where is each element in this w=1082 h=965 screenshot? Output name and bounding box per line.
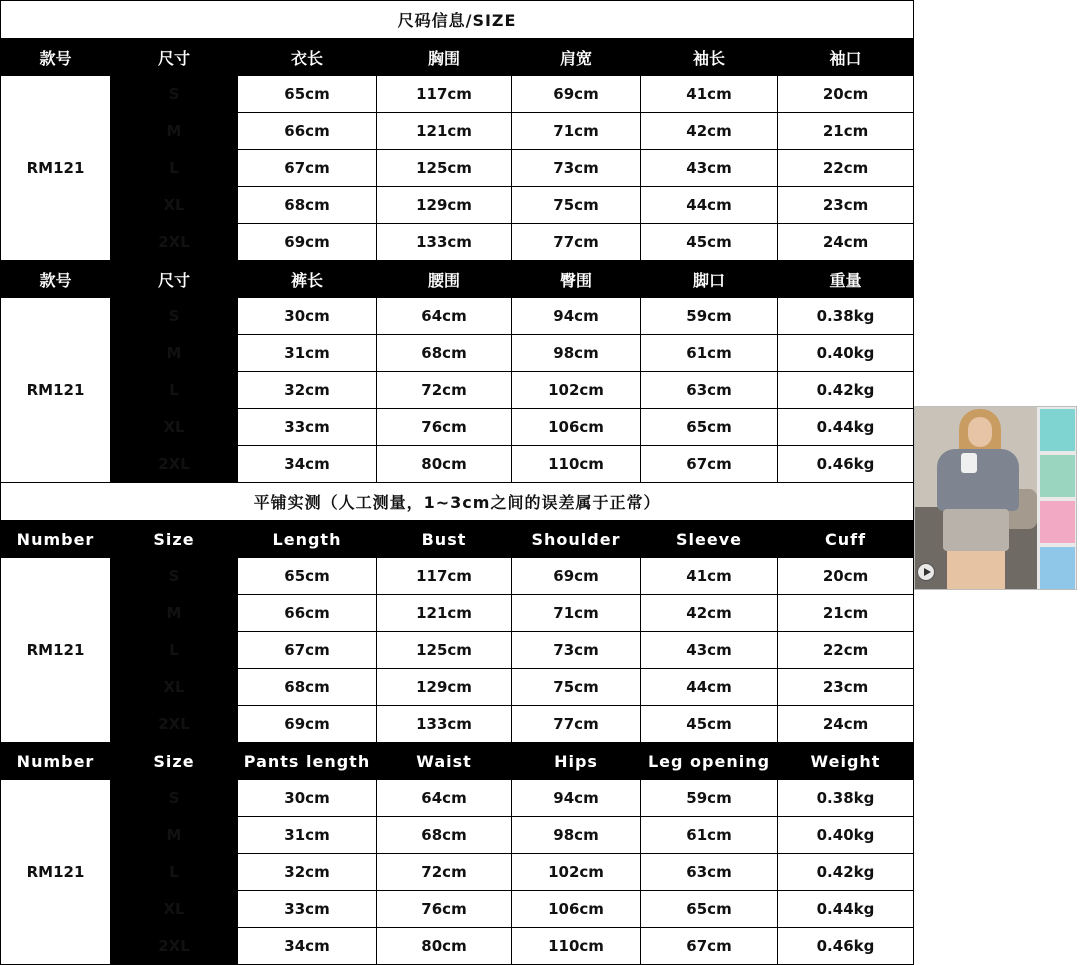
header-sleeve: 袖长 (641, 39, 778, 76)
header-hips: 臀围 (512, 261, 641, 298)
cell-weight: 0.38kg (778, 298, 914, 335)
cell-cuff: 23cm (778, 669, 914, 706)
cell-shoulder: 77cm (512, 224, 641, 261)
cell-length: 66cm (238, 595, 377, 632)
header-sleeve: Sleeve (641, 521, 778, 558)
cell-cuff: 24cm (778, 706, 914, 743)
size-label: M (111, 113, 238, 150)
size-label: M (111, 817, 238, 854)
cell-pants-length: 30cm (238, 780, 377, 817)
header-size: Size (111, 743, 238, 780)
cell-leg-opening: 65cm (641, 891, 778, 928)
cell-weight: 0.38kg (778, 780, 914, 817)
table-row (1, 854, 914, 891)
table-row (1, 928, 914, 965)
cell-leg-opening: 61cm (641, 335, 778, 372)
header-waist: Waist (377, 743, 512, 780)
table-row (1, 409, 914, 446)
cell-hips: 94cm (512, 780, 641, 817)
cell-hips: 106cm (512, 891, 641, 928)
table-row (1, 706, 914, 743)
cell-sleeve: 45cm (641, 706, 778, 743)
cell-leg-opening: 61cm (641, 817, 778, 854)
cell-length: 68cm (238, 669, 377, 706)
header-shoulder: 肩宽 (512, 39, 641, 76)
cell-sleeve: 41cm (641, 76, 778, 113)
table-row (1, 446, 914, 483)
cell-length: 67cm (238, 150, 377, 187)
size-label: S (111, 780, 238, 817)
table-row (1, 632, 914, 669)
cell-cuff: 20cm (778, 76, 914, 113)
table-row (1, 891, 914, 928)
cell-cuff: 24cm (778, 224, 914, 261)
cell-leg-opening: 59cm (641, 780, 778, 817)
cell-waist: 68cm (377, 335, 512, 372)
header-number: Number (1, 743, 111, 780)
color-swatch[interactable] (1040, 501, 1075, 543)
cell-bust: 125cm (377, 150, 512, 187)
cell-bust: 125cm (377, 632, 512, 669)
header-hips: Hips (512, 743, 641, 780)
header-model: 款号 (1, 39, 111, 76)
table-row (1, 335, 914, 372)
size-label: 2XL (111, 446, 238, 483)
header-weight: 重量 (778, 261, 914, 298)
cell-hips: 98cm (512, 817, 641, 854)
model-sweatshirt (937, 449, 1019, 511)
color-swatch[interactable] (1040, 409, 1075, 451)
header-leg-opening: Leg opening (641, 743, 778, 780)
header-length: 衣长 (238, 39, 377, 76)
cell-shoulder: 69cm (512, 558, 641, 595)
header-cuff: 袖口 (778, 39, 914, 76)
header-number: Number (1, 521, 111, 558)
size-label: S (111, 558, 238, 595)
cell-shoulder: 75cm (512, 669, 641, 706)
cell-hips: 94cm (512, 298, 641, 335)
size-table-cn-top (0, 0, 914, 261)
size-label: M (111, 335, 238, 372)
cell-waist: 80cm (377, 928, 512, 965)
cell-waist: 72cm (377, 372, 512, 409)
cell-weight: 0.40kg (778, 817, 914, 854)
cell-leg-opening: 65cm (641, 409, 778, 446)
cell-shoulder: 71cm (512, 113, 641, 150)
size-label: 2XL (111, 928, 238, 965)
header-length: Length (238, 521, 377, 558)
cell-shoulder: 69cm (512, 76, 641, 113)
cell-sleeve: 43cm (641, 150, 778, 187)
cell-length: 66cm (238, 113, 377, 150)
size-label: XL (111, 669, 238, 706)
cell-sleeve: 43cm (641, 632, 778, 669)
cell-bust: 133cm (377, 224, 512, 261)
model-number: RM121 (1, 298, 111, 483)
cell-sleeve: 45cm (641, 224, 778, 261)
measurement-note: 平铺实测（人工测量，1~3cm之间的误差属于正常） (1, 483, 914, 521)
cell-waist: 68cm (377, 817, 512, 854)
header-model: 款号 (1, 261, 111, 298)
cell-length: 65cm (238, 76, 377, 113)
cell-waist: 76cm (377, 409, 512, 446)
header-bust: Bust (377, 521, 512, 558)
table-row (1, 558, 914, 595)
model-face (968, 417, 992, 447)
cell-length: 68cm (238, 187, 377, 224)
size-label: XL (111, 409, 238, 446)
cell-bust: 133cm (377, 706, 512, 743)
header-weight: Weight (778, 743, 914, 780)
cell-length: 69cm (238, 706, 377, 743)
table-row (1, 224, 914, 261)
size-label: 2XL (111, 706, 238, 743)
chart-title: 尺码信息/SIZE (1, 1, 914, 39)
cell-shoulder: 71cm (512, 595, 641, 632)
size-label: S (111, 298, 238, 335)
cell-cuff: 20cm (778, 558, 914, 595)
cell-waist: 76cm (377, 891, 512, 928)
header-size: 尺寸 (111, 39, 238, 76)
cell-waist: 72cm (377, 854, 512, 891)
play-icon[interactable] (917, 563, 935, 581)
cell-weight: 0.42kg (778, 854, 914, 891)
table-row (1, 669, 914, 706)
cell-cuff: 22cm (778, 632, 914, 669)
cell-length: 69cm (238, 224, 377, 261)
table-row (1, 113, 914, 150)
cell-sleeve: 42cm (641, 113, 778, 150)
cell-bust: 121cm (377, 113, 512, 150)
size-label: L (111, 372, 238, 409)
header-size: 尺寸 (111, 261, 238, 298)
cell-cuff: 21cm (778, 595, 914, 632)
cell-sleeve: 44cm (641, 669, 778, 706)
cell-shoulder: 77cm (512, 706, 641, 743)
header-shoulder: Shoulder (512, 521, 641, 558)
cell-pants-length: 32cm (238, 854, 377, 891)
table-row (1, 298, 914, 335)
cell-bust: 117cm (377, 558, 512, 595)
table-row (1, 372, 914, 409)
cell-leg-opening: 67cm (641, 446, 778, 483)
cell-waist: 80cm (377, 446, 512, 483)
cell-leg-opening: 67cm (641, 928, 778, 965)
model-number: RM121 (1, 558, 111, 743)
table-row (1, 187, 914, 224)
header-size: Size (111, 521, 238, 558)
cell-shoulder: 73cm (512, 632, 641, 669)
size-label: L (111, 854, 238, 891)
cell-pants-length: 31cm (238, 335, 377, 372)
cell-pants-length: 34cm (238, 446, 377, 483)
cell-weight: 0.40kg (778, 335, 914, 372)
cell-hips: 102cm (512, 854, 641, 891)
cell-shoulder: 73cm (512, 150, 641, 187)
cell-bust: 129cm (377, 669, 512, 706)
cell-bust: 117cm (377, 76, 512, 113)
header-pants-length: Pants length (238, 743, 377, 780)
cell-leg-opening: 63cm (641, 372, 778, 409)
header-bust: 胸围 (377, 39, 512, 76)
color-swatch[interactable] (1040, 547, 1075, 589)
table-row (1, 780, 914, 817)
cell-cuff: 22cm (778, 150, 914, 187)
size-table-cn-pants (0, 260, 914, 483)
cell-hips: 98cm (512, 335, 641, 372)
model-cup (961, 453, 977, 473)
cell-leg-opening: 59cm (641, 298, 778, 335)
cell-pants-length: 32cm (238, 372, 377, 409)
table-row (1, 595, 914, 632)
cell-weight: 0.46kg (778, 446, 914, 483)
cell-pants-length: 31cm (238, 817, 377, 854)
cell-pants-length: 33cm (238, 891, 377, 928)
table-row (1, 76, 914, 113)
cell-cuff: 23cm (778, 187, 914, 224)
cell-bust: 129cm (377, 187, 512, 224)
model-shorts (943, 509, 1009, 551)
cell-length: 67cm (238, 632, 377, 669)
size-label: XL (111, 187, 238, 224)
size-label: 2XL (111, 224, 238, 261)
size-table-en-top (0, 482, 914, 743)
cell-sleeve: 42cm (641, 595, 778, 632)
cell-weight: 0.44kg (778, 891, 914, 928)
header-cuff: Cuff (778, 521, 914, 558)
cell-waist: 64cm (377, 780, 512, 817)
cell-hips: 110cm (512, 446, 641, 483)
cell-weight: 0.42kg (778, 372, 914, 409)
size-label: L (111, 632, 238, 669)
cell-sleeve: 44cm (641, 187, 778, 224)
header-waist: 腰围 (377, 261, 512, 298)
cell-leg-opening: 63cm (641, 854, 778, 891)
cell-weight: 0.46kg (778, 928, 914, 965)
cell-pants-length: 33cm (238, 409, 377, 446)
cell-weight: 0.44kg (778, 409, 914, 446)
header-pants-length: 裤长 (238, 261, 377, 298)
model-number: RM121 (1, 780, 111, 965)
size-label: L (111, 150, 238, 187)
cell-waist: 64cm (377, 298, 512, 335)
model-number: RM121 (1, 76, 111, 261)
model-legs (947, 551, 1005, 590)
table-row (1, 150, 914, 187)
size-label: M (111, 595, 238, 632)
cell-hips: 106cm (512, 409, 641, 446)
cell-pants-length: 34cm (238, 928, 377, 965)
table-row (1, 817, 914, 854)
cell-hips: 110cm (512, 928, 641, 965)
color-swatch[interactable] (1040, 455, 1075, 497)
size-table-en-pants (0, 742, 914, 965)
cell-shoulder: 75cm (512, 187, 641, 224)
size-label: S (111, 76, 238, 113)
size-label: XL (111, 891, 238, 928)
cell-pants-length: 30cm (238, 298, 377, 335)
cell-sleeve: 41cm (641, 558, 778, 595)
cell-hips: 102cm (512, 372, 641, 409)
header-leg-opening: 脚口 (641, 261, 778, 298)
cell-bust: 121cm (377, 595, 512, 632)
product-thumbnail[interactable] (914, 406, 1077, 590)
cell-cuff: 21cm (778, 113, 914, 150)
cell-length: 65cm (238, 558, 377, 595)
